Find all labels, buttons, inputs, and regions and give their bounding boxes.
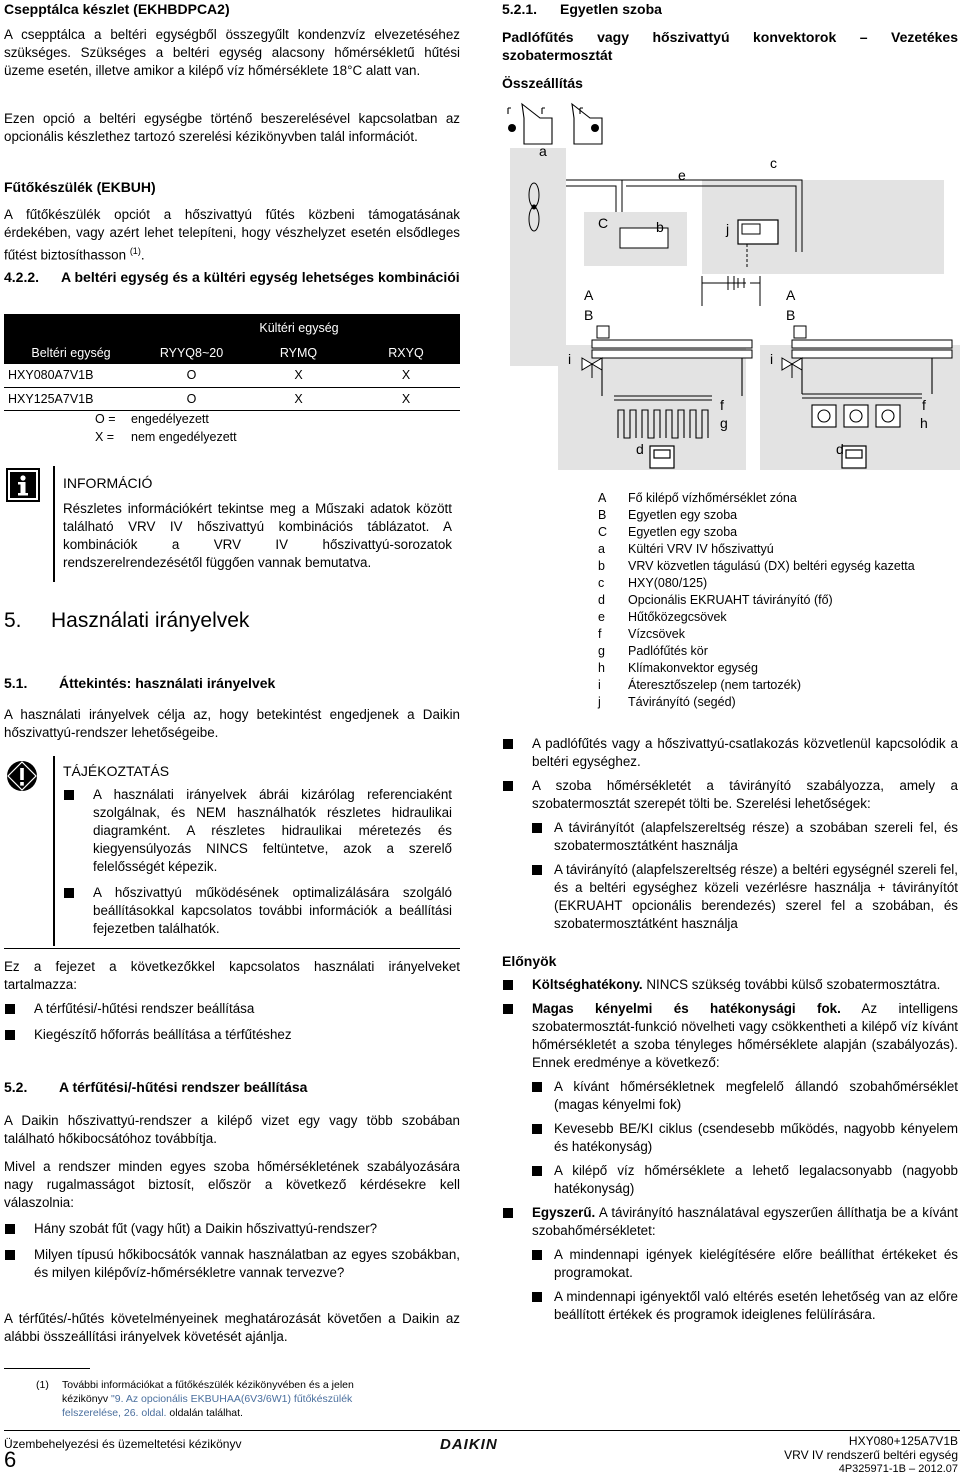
list-item: A szoba hőmérsékletét a távirányító szabályozza, amely a szobatermosztát szerepét tölti be. Szerelési lehetőségek: [502,777,958,813]
list-item: i Áteresztőszelep (nem tartozék) [598,678,801,692]
list-item: c HXY(080/125) [598,576,708,590]
list-item: Költséghatékony. NINCS szükség további külső szobatermosztátra. [502,976,958,994]
warning-icon [6,760,38,792]
assembly-label: Összeállítás [502,75,583,91]
heater-title: Fűtőkészülék (EKBUH) [4,179,156,195]
sub-list [502,819,958,933]
section-5-2-paragraph-2: Mivel a rendszer minden egyes szoba hőmérsékletének szabályozására nagy rugalmasságot biztosít, először a következő kérdésekre kell válaszolnia: [4,1159,460,1210]
section-5-1-heading: 5.1. Áttekintés: használati irányelvek [4,675,276,691]
sub-list [502,1246,958,1324]
subsection-title: Padlófűtés vagy hőszivattyú konvektorok – Vezetékes szobatermosztát [502,29,958,63]
section-5-2-paragraph-3: A térfűtés/-hűtés követelményeinek meghatározását követően a Daikin az alábbi összeállítási irányelvek követését ajánlja. [4,1311,460,1344]
table-row: HXY080A7V1B O X X [4,364,460,387]
combinations-heading: 4.2.2. A beltéri egység és a kültéri egység lehetséges kombinációi [4,269,460,285]
footnote-number: (1) [36,1379,49,1391]
list-item: A távirányítót (alapfelszereltség része) a szobában szereli fel, és szobatermosztátként használja [532,819,958,855]
list-item: b VRV közvetlen tágulású (DX) beltéri egység kazetta [598,559,915,573]
chapter-contents-list [4,1000,460,1044]
list-item: A hőszivattyú működésének optimalizálására szolgáló beállításokkal kapcsolatos további információk a beállítási fejezetben találhatók. [63,884,452,938]
chapter-5-heading: 5. Használati irányelvek [4,609,250,632]
notice-divider [53,756,55,946]
list-item: A kívánt hőmérsékletnek megfelelő állandó szobahőmérséklet (magas kényelmi fok) [532,1078,958,1114]
table-row: HXY125A7V1B O X X [4,387,460,410]
drain-pan-paragraph-2: Ezen opció a beltéri egységbe történő beszerelésével kapcsolatban az opcionális készlethez tartozó szerelési kézikönyvben talál információt. [4,111,460,144]
list-item: A mindennapi igények kielégítésére előre beállíthat értékeket és programokat. [532,1246,958,1282]
footer-manual: Üzembehelyezési és üzemeltetési kézikönyv [4,1437,242,1451]
table-legend: O = engedélyezett X = nem engedélyezett [95,412,237,444]
list-item: C Egyetlen egy szoba [598,525,738,539]
list-item: j Távirányító (segéd) [598,695,736,709]
footer-product-info: HXY080+125A7V1B VRV IV rendszerű beltéri egység 4P325971-1B – 2012.07 [784,1434,958,1474]
daikin-logo: DAIKIN [440,1436,498,1453]
list-item: Magas kényelmi és hatékonysági fok. Az intelligens szobatermosztát-funkció növelheti vagy csökkentheti a kilépő víz kívánt hőmérsékletét a szoba tényleges hőmérséklete alapján (szabályozás). Ennek eredménye a következő: [502,1000,958,1072]
fan-icon [529,183,539,231]
notice-list [63,786,452,938]
sub-list [502,1078,958,1198]
info-title: INFORMÁCIÓ [63,475,153,491]
notice-bottom-rule [4,948,460,949]
list-item: A térfűtési/-hűtési rendszer beállítása [4,1000,460,1018]
footnote-link[interactable]: "9. Az opcionális EKBUHAA(6V3/6W1) fűtőkészülék felszerelése, 26. oldal. [62,1393,353,1419]
indoor-unit-header: Beltéri egység [4,341,138,364]
benefits-list [502,976,958,1324]
section-5-2-paragraph-1: A Daikin hőszivattyú-rendszer a kilépő vizet egy vagy több szobában található hőkibocsátóhoz továbbítja. [4,1113,460,1146]
benefits-heading: Előnyök [502,953,557,969]
col-rymq: RYMQ [245,341,352,364]
question-list [4,1220,460,1282]
footnote-text: További információkat a fűtőkészülék kézikönyvében és a jelen kézikönyv "9. Az opcionális EKBUHAA(6V3/6W1) fűtőkészülék felszerelése, 26. oldal. oldalán találhat. [62,1379,354,1419]
description-list [502,735,958,933]
footer-page-number: 6 [4,1447,17,1472]
footnote-ref[interactable]: (1) [129,246,141,256]
list-item: e Hűtőközegcsövek [598,610,727,624]
chapter-contents-paragraph: Ez a fejezet a következőkkel kapcsolatos használati irányelveket tartalmazza: [4,959,460,992]
list-item: A távirányító (alapfelszereltség része) a beltéri egységnél szereli fel, és a beltéri egységhez közeli vezérlésre használja + távirányítót (EKRUAHT opcionális berendezés) szerel fel a szobában, és szobatermosztátként használja [532,861,958,933]
list-item: B Egyetlen egy szoba [598,508,738,522]
list-item: Kiegészítő hőforrás beállítása a térfűtéshez [4,1026,460,1044]
list-item: Hány szobát fűt (vagy hűt) a Daikin hőszivattyú-rendszer? [4,1220,460,1238]
info-icon [6,468,40,502]
list-item: A használati irányelvek ábrái kizárólag referenciaként szolgálnak, és NEM használhatók részletes hidraulikai diagramként. A részletes hidraulikai méretezés és kiegyensúlyozás NINCS feltüntetve, azok a szerelő felelősségét képezik. [63,786,452,876]
drain-pan-paragraph-1: A csepptálca a beltéri egységből összegyűlt kondenzvíz elvezetéséhez szükséges. Szükséges a beltéri egység alacsony hőmérsékletű hűtési üzeme esetén, illetve amikor a kilépő víz hőmérséklete 18°C alatt van. [4,27,460,78]
diagram-legend [598,490,958,711]
footer-rule [4,1430,960,1431]
list-item: Milyen típusú hőkibocsátók vannak használatban az egyes szobákban, és milyen kilépővíz-hőmérsékletre vannak tervezve? [4,1246,460,1282]
section-5-2-1-heading: 5.2.1. Egyetlen szoba [502,1,662,17]
section-5-1-paragraph: A használati irányelvek célja az, hogy betekintést engedjenek a Daikin hőszivattyú-rendszer lehetőségeibe. [4,707,460,740]
diagram-lines [502,100,960,472]
heater-paragraph: A fűtőkészülék opciót a hőszivattyú fűtés közbeni támogatásának érdekében, vagy azért lehet telepíteni, hogy vészhelyzet esetén elsődleges fűtést biztosíthasson $^{(1)}$. [4,207,460,263]
col-rxyq: RXYQ [352,341,460,364]
list-item: A Fő kilépő vízhőmérséklet zóna [598,491,797,505]
list-item: h Klímakonvektor egység [598,661,758,675]
info-text: Részletes információkért tekintse meg a Műszaki adatok között található VRV IV hőszivattyú kombinációs táblázatot. A kombinációk a VRV IV hőszivattyú-sorozatok rendszerelrendezésétől függően vannak bemutatva. [63,501,452,570]
list-item: A mindennapi igényektől való eltérés esetén lehetőség van az előre beállított értékek és programok ideiglenes felülírására. [532,1288,958,1324]
list-item: d Opcionális EKRUAHT távirányító (fő) [598,593,833,607]
combination-table [4,314,460,411]
list-item: A padlófűtés vagy a hőszivattyú-csatlakozás közvetlenül kapcsolódik a beltéri egységhez. [502,735,958,771]
notice-title: TÁJÉKOZTATÁS [63,763,170,779]
footnote-rule [4,1368,90,1369]
list-item: A kilépő víz hőmérséklete a lehető legalacsonyabb (nagyobb hatékonyság) [532,1162,958,1198]
section-5-2-heading: 5.2. A térfűtési/-hűtési rendszer beállítása [4,1079,308,1095]
list-item: f Vízcsövek [598,627,685,641]
thermometer-icon [508,104,602,144]
drain-pan-title: Csepptálca készlet (EKHBDPCA2) [4,1,230,17]
outdoor-unit-header: Kültéri egység [138,314,460,341]
system-diagram: a c e C b j A B A B i i f g f h d d [502,100,960,472]
list-item: Egyszerű. A távirányító használatával egyszerűen állíthatja be a kívánt szobahőmérsékletet: [502,1204,958,1240]
info-divider [53,466,55,582]
list-item: a Kültéri VRV IV hőszivattyú [598,542,774,556]
list-item: g Padlófűtés kör [598,644,708,658]
col-ryyq: RYYQ8~20 [138,341,245,364]
list-item: Kevesebb BE/KI ciklus (csendesebb működés, nagyobb kényelem és hatékonyság) [532,1120,958,1156]
